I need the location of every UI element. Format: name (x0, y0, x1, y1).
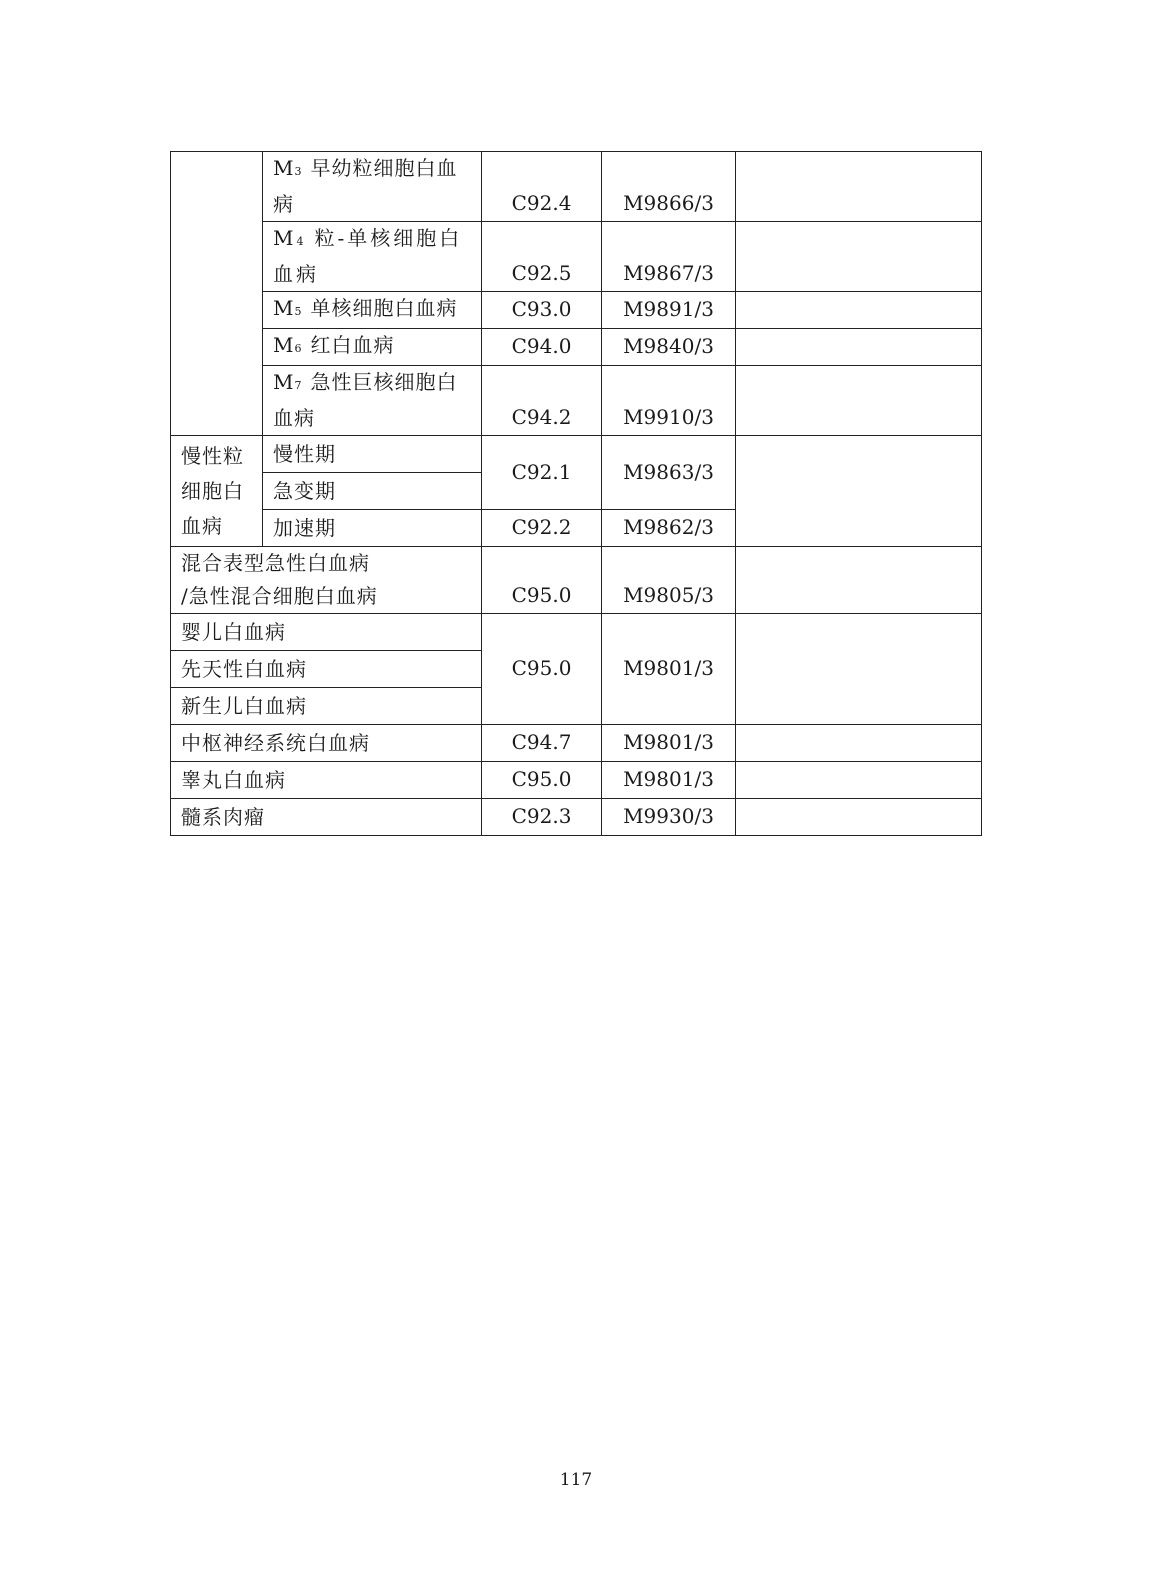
icd-code: C94.2 (482, 366, 602, 436)
table-row (171, 329, 982, 366)
table-row (171, 292, 982, 329)
morphology-code: M9867/3 (602, 222, 736, 292)
icd-code: C92.4 (482, 152, 602, 222)
subtype-name: M7 急性巨核细胞白 血病 (263, 366, 482, 436)
morphology-code: M9805/3 (602, 547, 736, 614)
note-cell (736, 329, 982, 366)
note-cell (736, 152, 982, 222)
icd-code: C95.0 (482, 614, 602, 725)
subtype-name: M5 单核细胞白血病 (263, 292, 482, 329)
cml-phase-blast: 急变期 (263, 473, 482, 510)
neonatal-leukemia-name: 新生儿白血病 (171, 688, 482, 725)
icd-code: C95.0 (482, 547, 602, 614)
table-row (171, 799, 982, 836)
icd-code: C95.0 (482, 762, 602, 799)
table-row (171, 366, 982, 436)
icd-code: C92.5 (482, 222, 602, 292)
morphology-code: M9840/3 (602, 329, 736, 366)
infant-leukemia-name: 婴儿白血病 (171, 614, 482, 651)
subtype-name: M6 红白血病 (263, 329, 482, 366)
note-cell (736, 614, 982, 725)
icd-code: C92.3 (482, 799, 602, 836)
table-row (171, 725, 982, 762)
mixed-phenotype-name: 混合表型急性白血病 /急性混合细胞白血病 (171, 547, 482, 614)
note-cell (736, 436, 982, 547)
page-number: 117 (559, 1470, 593, 1490)
table-row (171, 222, 982, 292)
group-cell-empty (171, 152, 263, 436)
note-cell (736, 547, 982, 614)
table-row (171, 152, 982, 222)
icd-code: C92.2 (482, 510, 602, 547)
morphology-code: M9930/3 (602, 799, 736, 836)
cml-group-label: 慢性粒细胞白血病 (171, 436, 263, 547)
table-row (171, 436, 982, 473)
testicular-leukemia-name: 睾丸白血病 (171, 762, 482, 799)
morphology-code: M9862/3 (602, 510, 736, 547)
icd-code: C94.7 (482, 725, 602, 762)
morphology-code: M9801/3 (602, 762, 736, 799)
morphology-code: M9863/3 (602, 436, 736, 510)
morphology-code: M9891/3 (602, 292, 736, 329)
table-row (171, 762, 982, 799)
leukemia-code-table (170, 151, 982, 836)
table-row (171, 614, 982, 651)
cns-leukemia-name: 中枢神经系统白血病 (171, 725, 482, 762)
table-row (171, 547, 982, 614)
note-cell (736, 725, 982, 762)
cml-phase-chronic: 慢性期 (263, 436, 482, 473)
congenital-leukemia-name: 先天性白血病 (171, 651, 482, 688)
note-cell (736, 222, 982, 292)
icd-code: C93.0 (482, 292, 602, 329)
cml-phase-accelerated: 加速期 (263, 510, 482, 547)
myeloid-sarcoma-name: 髓系肉瘤 (171, 799, 482, 836)
morphology-code: M9910/3 (602, 366, 736, 436)
note-cell (736, 366, 982, 436)
icd-code: C94.0 (482, 329, 602, 366)
morphology-code: M9801/3 (602, 725, 736, 762)
subtype-name: M3 早幼粒细胞白血 病 (263, 152, 482, 222)
subtype-name: M4 粒-单核细胞白 血病 (263, 222, 482, 292)
morphology-code: M9801/3 (602, 614, 736, 725)
note-cell (736, 292, 982, 329)
note-cell (736, 799, 982, 836)
note-cell (736, 762, 982, 799)
icd-code: C92.1 (482, 436, 602, 510)
morphology-code: M9866/3 (602, 152, 736, 222)
